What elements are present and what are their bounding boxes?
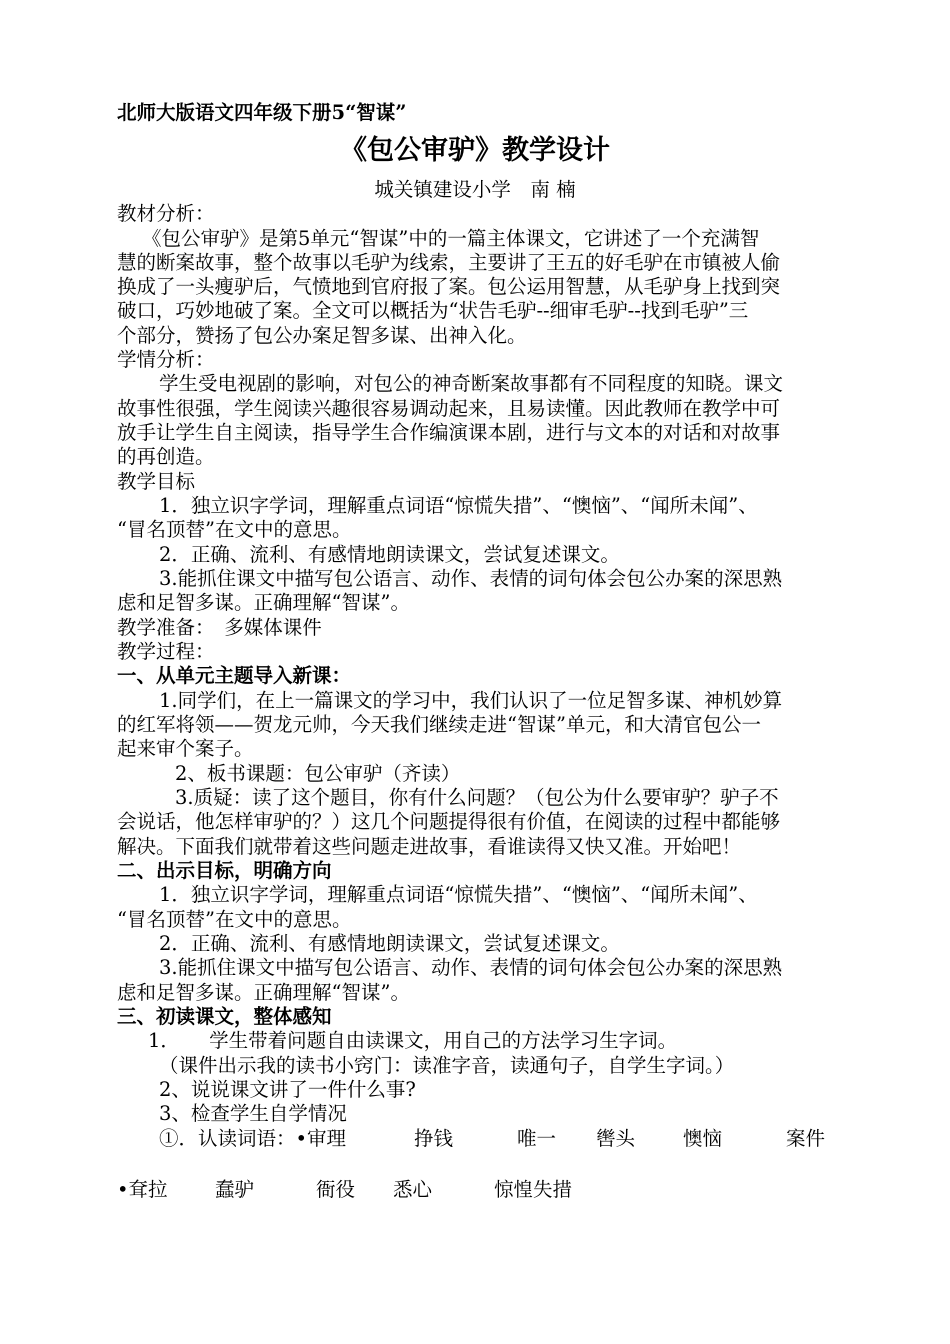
- word-item: 懊恼: [683, 1127, 723, 1150]
- goal-line: 1．独立识字学词，理解重点词语“惊慌失措”、“懊恼”、“闻所未闻”、: [159, 883, 758, 906]
- part1-heading: 一、从单元主题导入新课：: [117, 664, 352, 687]
- paragraph-line: 解决。下面我们就带着这些问题走进故事，看谁读得又快又准。开始吧！: [117, 835, 742, 858]
- goal-line: 虑和足智多谋。正确理解“智谋”。: [117, 591, 410, 614]
- paragraph-line: （课件出示我的读书小窍门：读准字音，读通句子，自学生字词。）: [159, 1054, 735, 1077]
- goal-line: 2．正确、流利、有感情地朗读课文，尝试复述课文。: [159, 543, 620, 566]
- author-line: 城关镇建设小学 南 楠: [374, 178, 576, 201]
- word-item: 惊惶失措: [494, 1178, 573, 1201]
- material-heading: 教材分析：: [117, 202, 215, 225]
- paragraph-line: 学生受电视剧的影响，对包公的神奇断案故事都有不同程度的知晓。课文: [159, 372, 784, 395]
- paragraph-line: 破口，巧妙地破了案。全文可以概括为“状告毛驴--细审毛驴--找到毛驴”三: [117, 299, 749, 322]
- goal-line: “冒名顶替”在文中的意思。: [117, 908, 352, 931]
- paragraph-line: 1． 学生带着问题自由读课文，用自己的方法学习生字词。: [148, 1029, 678, 1052]
- paragraph-line: 2、说说课文讲了一件什么事?: [159, 1078, 416, 1101]
- goal-line: 2．正确、流利、有感情地朗读课文，尝试复述课文。: [159, 932, 620, 955]
- paragraph-line: 会说话，他怎样审驴的？）这几个问题提得很有价值，在阅读的过程中都能够: [117, 810, 781, 833]
- part2-heading: 二、出示目标，明确方向: [117, 859, 332, 882]
- goal-line: 3.能抓住课文中描写包公语言、动作、表情的词句体会包公办案的深思熟: [159, 956, 783, 979]
- paragraph-line: 2、板书课题：包公审驴（齐读）: [175, 762, 461, 785]
- paragraph-line: 换成了一头瘦驴后，气愤地到官府报了案。包公运用智慧，从毛驴身上找到突: [117, 275, 781, 298]
- word-item: 衙役: [316, 1178, 356, 1201]
- paragraph-line: 3.质疑：读了这个题目，你有什么问题？（包公为什么要审驴？驴子不: [175, 786, 779, 809]
- goal-line: 1．独立识字学词，理解重点词语“惊慌失措”、“懊恼”、“闻所未闻”、: [159, 494, 758, 517]
- word-item: •耷拉: [117, 1178, 168, 1201]
- word-item: 唯一: [517, 1127, 557, 1150]
- goal-line: 虑和足智多谋。正确理解“智谋”。: [117, 981, 410, 1004]
- paragraph-line: 故事性很强，学生阅读兴趣很容易调动起来，且易读懂。因此教师在教学中可: [117, 397, 781, 420]
- document-title: 《包公审驴》教学设计: [340, 135, 610, 166]
- paragraph-line: 《包公审驴》是第5单元“智谋”中的一篇主体课文，它讲述了一个充满智: [142, 227, 760, 250]
- part3-heading: 三、初读课文，整体感知: [117, 1005, 332, 1028]
- paragraph-line: 的再创造。: [117, 445, 215, 468]
- goal-line: 3.能抓住课文中描写包公语言、动作、表情的词句体会包公办案的深思熟: [159, 567, 783, 590]
- paragraph-line: 3、检查学生自学情况: [159, 1102, 347, 1125]
- word-item: 挣钱: [414, 1127, 454, 1150]
- words-label: ①．认读词语：•审理: [159, 1127, 347, 1150]
- goal-line: “冒名顶替”在文中的意思。: [117, 518, 352, 541]
- word-item: 案件: [786, 1127, 826, 1150]
- word-item: 辔头: [596, 1127, 636, 1150]
- series-heading: 北师大版语文四年级下册5“智谋”: [117, 101, 407, 124]
- prep-line: 教学准备： 多媒体课件: [117, 616, 322, 639]
- word-item: 蠢驴: [215, 1178, 255, 1201]
- goals-heading: 教学目标: [117, 470, 196, 493]
- word-item: 悉心: [393, 1178, 433, 1201]
- student-heading: 学情分析：: [117, 348, 215, 371]
- process-heading: 教学过程：: [117, 640, 215, 663]
- paragraph-line: 起来审个案子。: [117, 737, 254, 760]
- paragraph-line: 慧的断案故事，整个故事以毛驴为线索，主要讲了王五的好毛驴在市镇被人偷: [117, 251, 781, 274]
- paragraph-line: 1.同学们，在上一篇课文的学习中，我们认识了一位足智多谋、神机妙算: [159, 689, 783, 712]
- paragraph-line: 的红军将领——贺龙元帅，今天我们继续走进“智谋”单元，和大清官包公一: [117, 713, 761, 736]
- paragraph-line: 放手让学生自主阅读，指导学生合作编演课本剧，进行与文本的对话和对故事: [117, 421, 781, 444]
- paragraph-line: 个部分，赞扬了包公办案足智多谋、出神入化。: [117, 324, 527, 347]
